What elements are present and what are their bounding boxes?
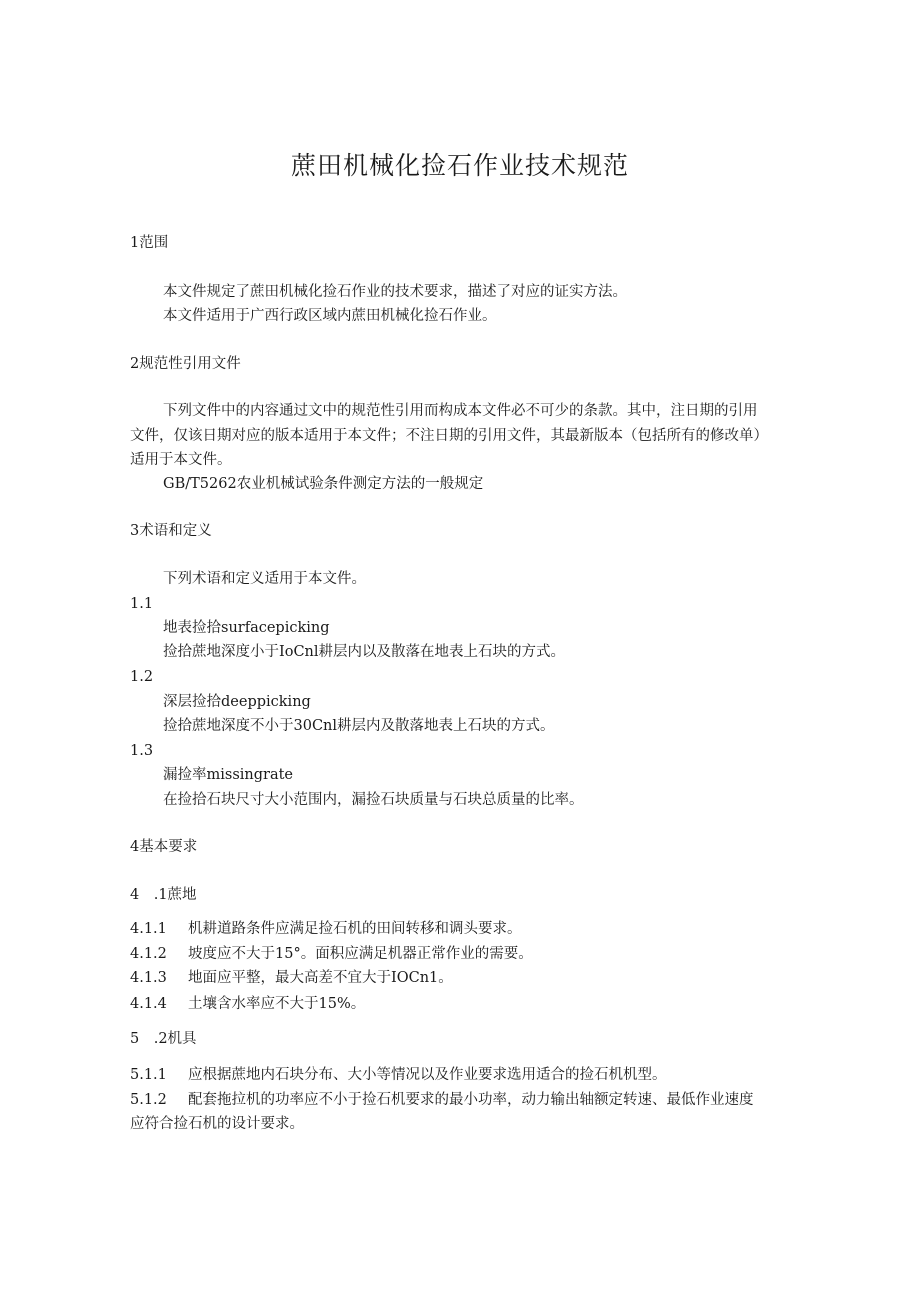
section-3-heading: 3术语和定义 <box>130 523 212 539</box>
term-definition: 捡拾蔗地深度不小于30Cnl耕层内及散落地表上石块的方式。 <box>163 718 555 734</box>
normative-reference: GB/T5262农业机械试验条件测定方法的一般规定 <box>163 476 484 492</box>
clause-row <box>130 919 522 939</box>
clause-number: 4.1.4 <box>130 996 167 1012</box>
clause-continuation: 应符合捡石机的设计要求。 <box>130 1116 304 1132</box>
clause-text: 坡度应不大于15°。面积应满足机器正常作业的需要。 <box>188 946 533 962</box>
clause-number: 4.1.3 <box>130 970 167 986</box>
term-number: 1.1 <box>130 596 154 612</box>
subsection-4-1-heading: 4 .1蔗地 <box>130 887 197 903</box>
clause-row <box>130 994 365 1014</box>
clause-row <box>130 944 533 964</box>
section-1-heading: 1范围 <box>130 235 169 251</box>
section-2-paragraph-line-2: 文件，仅该日期对应的版本适用于本文件；不注日期的引用文件，其最新版本（包括所有的修改单） <box>130 428 768 444</box>
term-name: 漏捡率missingrate <box>163 767 294 783</box>
clause-row <box>130 1090 754 1110</box>
section-1-paragraph-1: 本文件规定了蔗田机械化捡石作业的技术要求，描述了对应的证实方法。 <box>163 284 627 300</box>
clause-number: 4.1.1 <box>130 921 167 937</box>
section-2-heading: 2规范性引用文件 <box>130 356 241 372</box>
term-number: 1.3 <box>130 743 154 759</box>
term-number: 1.2 <box>130 669 154 685</box>
clause-row <box>130 1065 667 1085</box>
clause-text: 地面应平整，最大高差不宜大于IOCn1。 <box>188 970 453 986</box>
term-name: 地表捡拾surfacepicking <box>163 620 330 636</box>
section-2-paragraph-line-1: 下列文件中的内容通过文中的规范性引用而构成本文件必不可少的条款。其中，注日期的引用 <box>163 403 758 419</box>
document-title: 蔗田机械化捡石作业技术规范 <box>290 151 629 180</box>
section-3-intro: 下列术语和定义适用于本文件。 <box>163 571 366 587</box>
section-1-paragraph-2: 本文件适用于广西行政区域内蔗田机械化捡石作业。 <box>163 308 497 324</box>
clause-number: 5.1.2 <box>130 1092 167 1108</box>
term-definition: 在捡拾石块尺寸大小范围内，漏捡石块质量与石块总质量的比率。 <box>163 792 584 808</box>
section-4-heading: 4基本要求 <box>130 839 198 855</box>
subsection-5-2-heading: 5 .2机具 <box>130 1031 197 1047</box>
term-name: 深层捡拾deeppicking <box>163 694 311 710</box>
clause-text: 应根据蔗地内石块分布、大小等情况以及作业要求选用适合的捡石机机型。 <box>188 1067 667 1083</box>
term-definition: 捡拾蔗地深度小于IoCnl耕层内以及散落在地表上石块的方式。 <box>163 644 566 660</box>
clause-row <box>130 968 453 988</box>
clause-number: 5.1.1 <box>130 1067 167 1083</box>
section-2-paragraph-line-3: 适用于本文件。 <box>130 452 232 468</box>
clause-text: 土壤含水率应不大于15%。 <box>188 996 366 1012</box>
clause-number: 4.1.2 <box>130 946 167 962</box>
clause-text: 机耕道路条件应满足捡石机的田间转移和调头要求。 <box>188 921 522 937</box>
clause-text: 配套拖拉机的功率应不小于捡石机要求的最小功率，动力输出轴额定转速、最低作业速度 <box>188 1092 754 1108</box>
